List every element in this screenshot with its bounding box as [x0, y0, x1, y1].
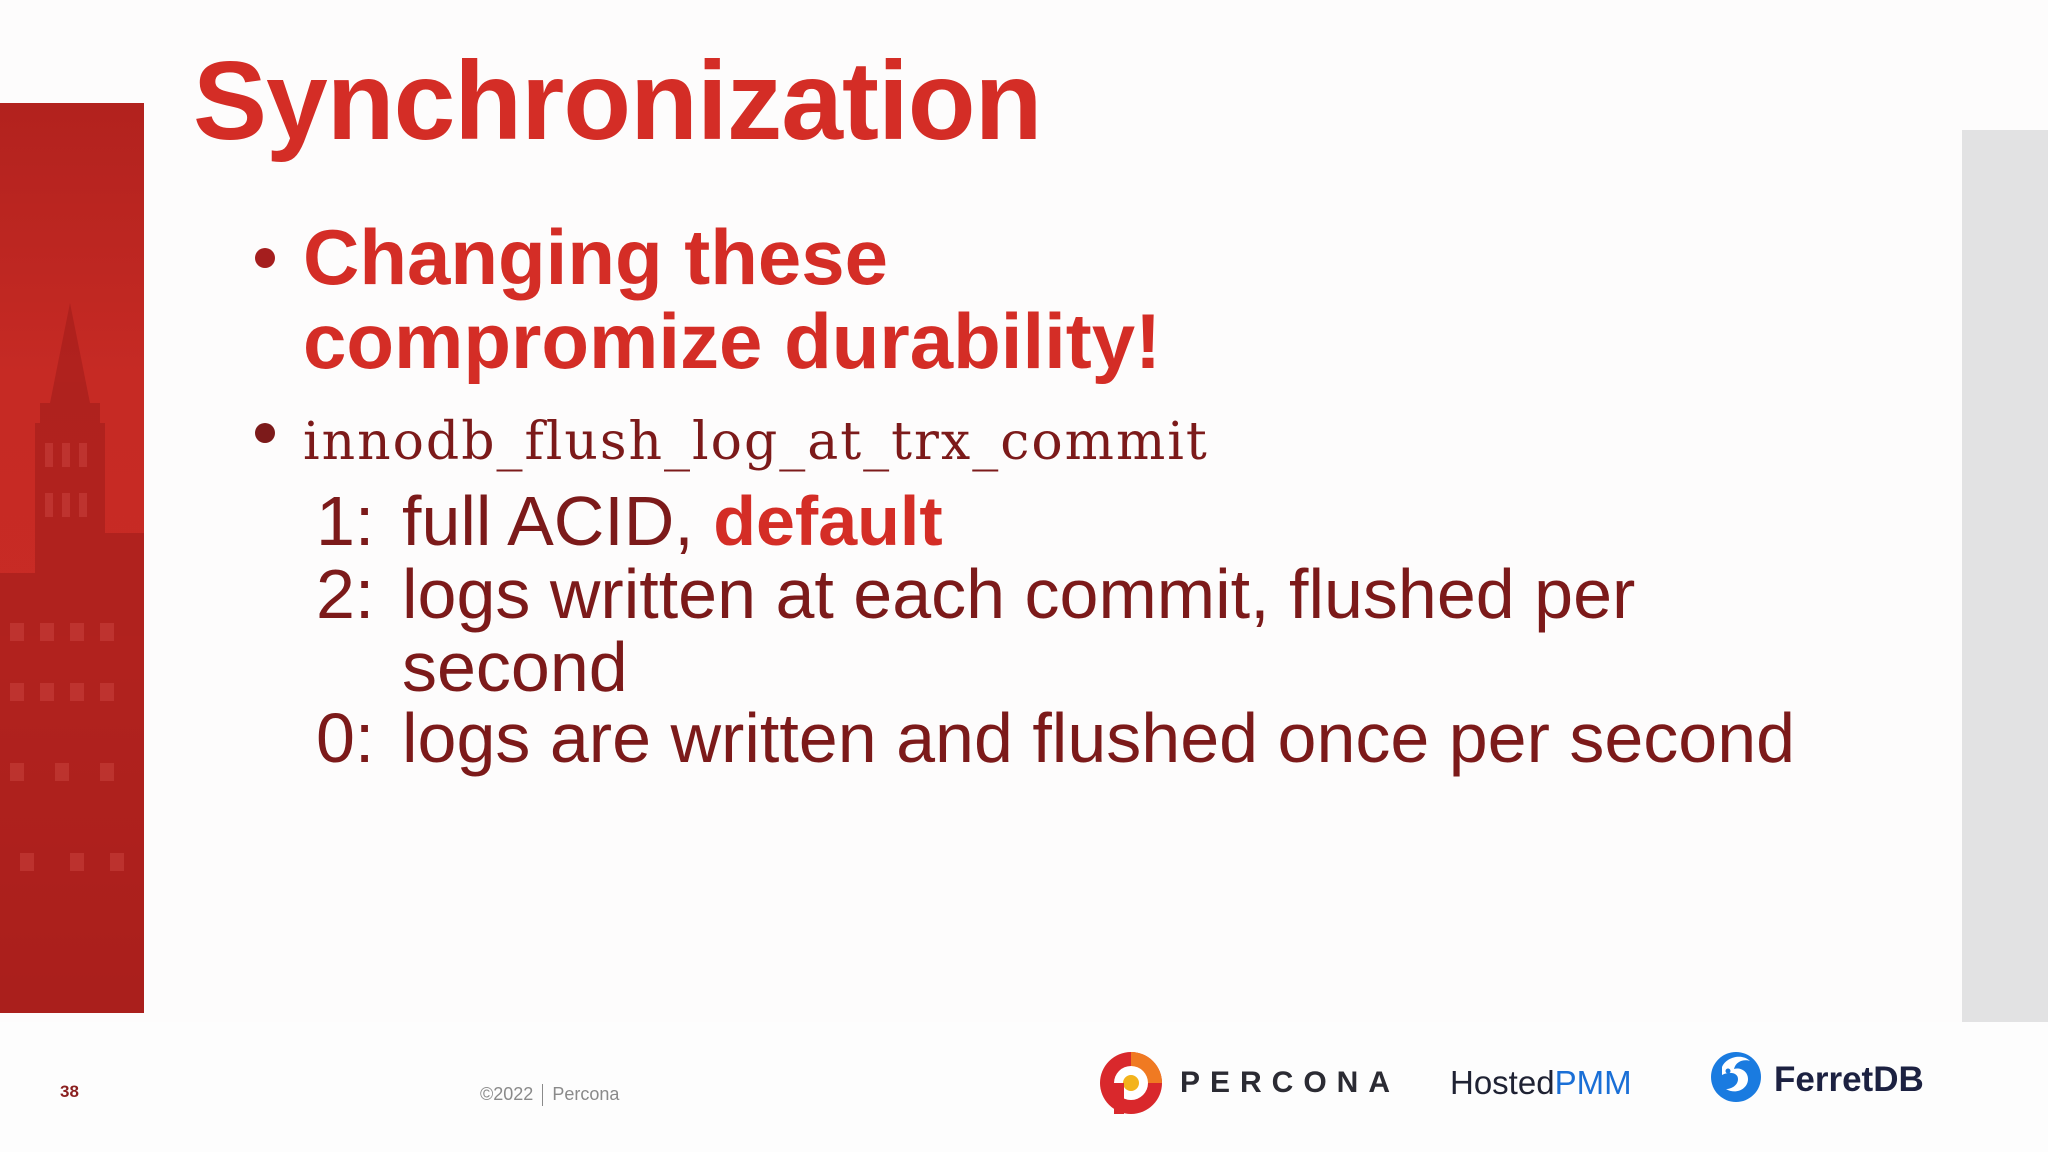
ferretdb-wordmark: FerretDB [1774, 1060, 1924, 1099]
option-2-number: 2: [316, 555, 375, 633]
option-0-text: logs are written and flushed once per second [402, 699, 1796, 777]
config-variable-name: innodb_flush_log_at_trx_commit [303, 412, 1209, 472]
percona-wordmark: PERCONA [1180, 1066, 1401, 1099]
copyright-company: Percona [552, 1084, 620, 1104]
copyright-year: ©2022 [480, 1084, 534, 1104]
right-gray-panel [1962, 130, 2048, 1022]
option-2-text-continuation: second [402, 628, 628, 706]
bullet-1-line-1: Changing these [303, 213, 889, 301]
divider [542, 1084, 543, 1106]
percona-logo-icon [1098, 1050, 1164, 1116]
option-1-number: 1: [316, 482, 375, 560]
copyright-notice [480, 1084, 619, 1106]
slide-title: Synchronization [193, 39, 1042, 163]
page-number: 38 [60, 1082, 79, 1101]
bullet-1-line-2: compromize durability! [303, 297, 1162, 385]
option-0-number: 0: [316, 699, 375, 777]
ferretdb-logo-icon [1708, 1047, 1764, 1103]
bullet-dot [255, 248, 275, 268]
galata-tower-silhouette [0, 103, 144, 1013]
option-1-text [402, 482, 943, 560]
hostedpmm-logo [1450, 1064, 1632, 1102]
hosted-text: Hosted [1450, 1064, 1555, 1101]
option-2-text: logs written at each commit, flushed per [402, 555, 1636, 633]
pmm-text: PMM [1554, 1064, 1632, 1101]
left-decorative-image [0, 103, 144, 1013]
bullet-dot [255, 423, 275, 443]
option-1-description: full ACID, [402, 482, 714, 560]
option-1-default-highlight: default [713, 482, 943, 560]
